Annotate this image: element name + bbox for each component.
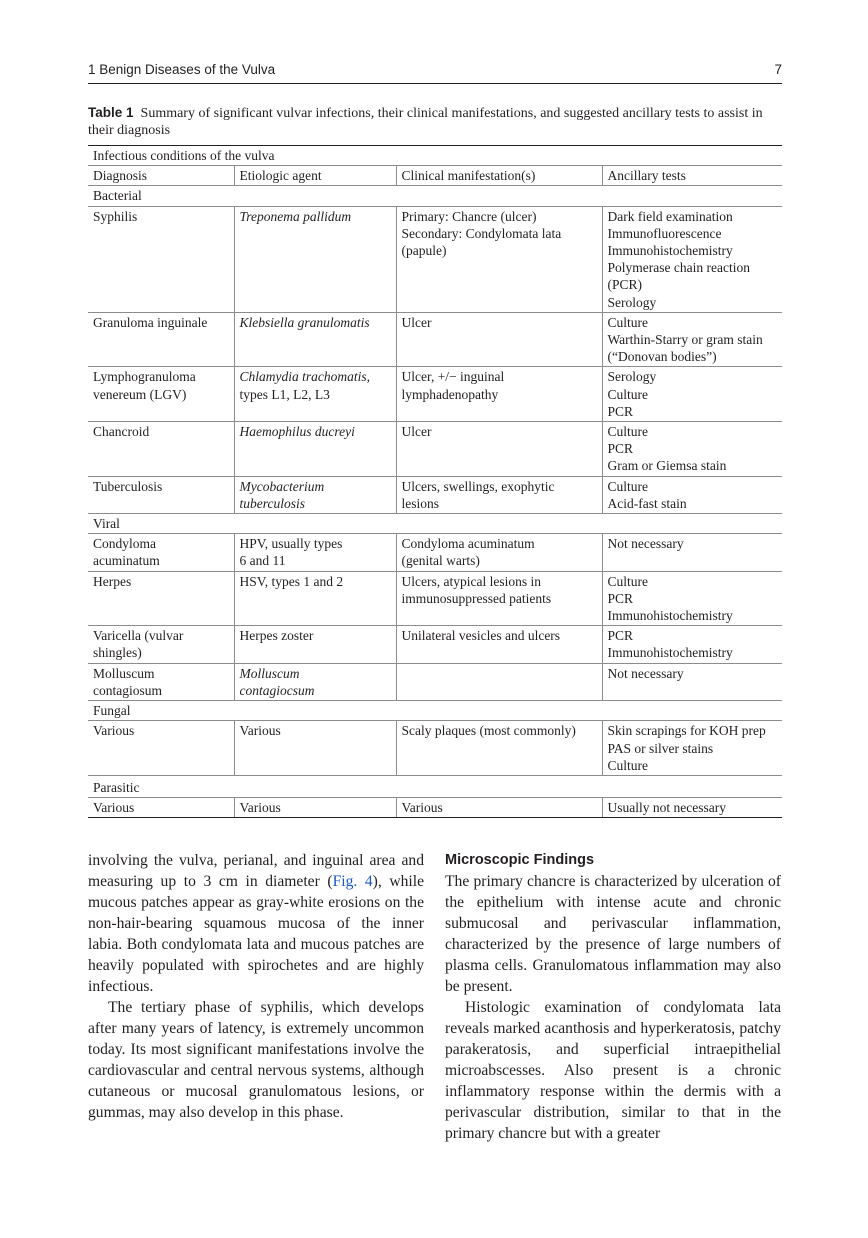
header-rule [88, 83, 782, 84]
agent-line: 6 and 11 [239, 553, 286, 569]
diagnosis-line: Condyloma [93, 536, 156, 552]
table-row-lgv [88, 367, 782, 422]
test-line: Culture [607, 386, 648, 402]
test-line: Serology [607, 294, 657, 310]
cell-tests [602, 534, 782, 571]
cell-diagnosis: Herpes [88, 571, 234, 626]
manifestation-line: lymphadenopathy [401, 386, 499, 402]
agent-line: Mycobacterium [239, 478, 325, 494]
cell-agent [234, 721, 396, 776]
test-line: Culture [607, 478, 648, 494]
manifestation-line: lesions [401, 495, 440, 511]
test-line: Immunofluorescence [607, 225, 722, 241]
test-line: Dark field examination [607, 208, 733, 224]
cell-tests [602, 422, 782, 477]
manifestation-line: Unilateral vesicles and ulcers [401, 628, 561, 644]
manifestation-line: (papule) [401, 243, 447, 259]
left-column [88, 850, 424, 1123]
cell-manifestation [396, 367, 602, 422]
right-column [445, 850, 781, 1144]
cell-manifestation [396, 312, 602, 367]
cell-agent: Klebsiella granulomatis [234, 312, 396, 367]
cell-diagnosis: Tuberculosis [88, 476, 234, 513]
cell-diagnosis: Various [88, 798, 234, 818]
test-line: Polymerase chain reaction [607, 260, 750, 276]
cell-agent [234, 534, 396, 571]
test-line: Warthin-Starry or gram stain [607, 332, 763, 348]
cell-agent [234, 476, 396, 513]
table-row-herpes [88, 571, 782, 626]
manifestation-line: Condyloma acuminatum [401, 536, 535, 552]
cell-tests [602, 367, 782, 422]
cell-tests [602, 312, 782, 367]
cell-tests [602, 206, 782, 312]
cell-diagnosis: Syphilis [88, 206, 234, 312]
cell-diagnosis: Various [88, 721, 234, 776]
table-caption-text: Summary of significant vulvar infections, their clinical manifestations, and suggested ancillary tests to assist in their diagnosis [88, 106, 763, 138]
group-row-bacterial [88, 186, 782, 206]
header-ancillary-tests: Ancillary tests [602, 166, 782, 186]
test-line: PCR [607, 403, 634, 419]
diagnosis-line: shingles) [93, 645, 142, 661]
group-row-fungal [88, 701, 782, 721]
diagnosis-line: acuminatum [93, 553, 160, 569]
cell-diagnosis [88, 626, 234, 663]
agent-line: Herpes zoster [239, 628, 314, 644]
test-line: Not necessary [607, 536, 684, 552]
header-clinical-manifestation: Clinical manifestation(s) [396, 166, 602, 186]
manifestation-line: immunosuppressed patients [401, 590, 552, 606]
agent-line: tuberculosis [239, 495, 305, 511]
manifestation-line: Ulcers, atypical lesions in [401, 573, 541, 589]
cell-agent [234, 571, 396, 626]
test-line: PCR [607, 441, 634, 457]
figure-link[interactable]: Fig. 4 [332, 873, 373, 890]
group-label-parasitic: Parasitic [88, 775, 782, 797]
cell-diagnosis [88, 534, 234, 571]
cell-manifestation [396, 206, 602, 312]
cell-manifestation [396, 663, 602, 700]
table-row-condyloma [88, 534, 782, 571]
diagnosis-line: contagiosum [93, 682, 162, 698]
table-row-fungal-various [88, 721, 782, 776]
test-line: Culture [607, 424, 648, 440]
agent-line: Chlamydia trachomatis, [239, 369, 370, 385]
cell-tests [602, 626, 782, 663]
body-paragraph: The tertiary phase of syphilis, which develops after many years of latency, is extremely uncommon today. Its most significant manifestations involve the cardiovascular and central nervous systems, although cutaneous or mucosal granulomatous lesions, or gummas, may also develop in this phase. [88, 999, 424, 1121]
table-title-cell: Infectious conditions of the vulva [88, 146, 782, 166]
chapter-title: 1 Benign Diseases of the Vulva [88, 62, 276, 77]
table-row-molluscum [88, 663, 782, 700]
table-row-tuberculosis [88, 476, 782, 513]
paragraph-text: involving the vulva, perianal, and inguinal area and measuring up to 3 cm in diameter ( [88, 852, 424, 890]
cell-manifestation [396, 721, 602, 776]
group-row-parasitic [88, 775, 782, 797]
cell-diagnosis [88, 367, 234, 422]
test-line: Culture [607, 573, 648, 589]
table-label: Table 1 [88, 105, 134, 120]
manifestation-line: Ulcer [401, 424, 432, 440]
test-line: Acid-fast stain [607, 495, 687, 511]
test-line: Culture [607, 314, 648, 330]
cell-agent [234, 626, 396, 663]
cell-agent: Treponema pallidum [234, 206, 396, 312]
test-line: Skin scrapings for KOH prep [607, 723, 766, 739]
table-row-varicella [88, 626, 782, 663]
manifestation-line: Ulcer [401, 314, 432, 330]
manifestation-line: Ulcers, swellings, exophytic [401, 478, 555, 494]
cell-manifestation [396, 571, 602, 626]
test-line: PCR [607, 590, 634, 606]
manifestation-line: Scaly plaques (most commonly) [401, 723, 576, 739]
group-label-bacterial: Bacterial [88, 186, 782, 206]
cell-tests [602, 721, 782, 776]
page-number: 7 [774, 62, 782, 77]
table-title-row [88, 146, 782, 166]
section-heading: Microscopic Findings [445, 852, 595, 868]
diagnosis-line: Varicella (vulvar [93, 628, 184, 644]
test-line: Serology [607, 369, 657, 385]
test-line: PCR [607, 628, 634, 644]
table-caption [88, 104, 782, 139]
cell-tests [602, 476, 782, 513]
test-line: Immunohistochemistry [607, 243, 733, 259]
agent-line: types L1, L2, L3 [239, 386, 330, 402]
agent-line: Various [239, 723, 281, 739]
test-line: Usually not necessary [607, 800, 726, 816]
cell-manifestation [396, 534, 602, 571]
test-line: PAS or silver stains [607, 740, 714, 756]
test-line: Immunohistochemistry [607, 645, 733, 661]
table-row-syphilis [88, 206, 782, 312]
cell-diagnosis: Granuloma inguinale [88, 312, 234, 367]
agent-line: HSV, types 1 and 2 [239, 573, 344, 589]
diagnosis-line: venereum (LGV) [93, 386, 187, 402]
test-line: Not necessary [607, 665, 684, 681]
table-row-chancroid [88, 422, 782, 477]
agent-line: Various [239, 800, 281, 816]
cell-tests [602, 663, 782, 700]
infections-table [88, 145, 782, 818]
test-line: Gram or Giemsa stain [607, 458, 727, 474]
manifestation-line: Primary: Chancre (ulcer) [401, 208, 537, 224]
running-head [88, 58, 782, 82]
test-line: Immunohistochemistry [607, 608, 733, 624]
cell-agent: Haemophilus ducreyi [234, 422, 396, 477]
manifestation-line: Various [401, 800, 443, 816]
manifestation-line: Ulcer, +/− inguinal [401, 369, 505, 385]
manifestation-line: (genital warts) [401, 553, 480, 569]
paragraph-text: ), while mucous patches appear as gray-white erosions on the non-hair-bearing squamous mucosa of the inner labia. Both condylomata lata and mucous patches are heavily populated with spirochetes and are highly infectious. [88, 873, 424, 995]
diagnosis-line: Lymphogranuloma [93, 369, 196, 385]
cell-diagnosis: Chancroid [88, 422, 234, 477]
body-paragraph: Histologic examination of condylomata lata reveals marked acanthosis and hyperkeratosis, patchy parakeratosis, and superficial intraepithelial microabscesses. Also present is a chronic inflammatory response within the dermis with a perivascular distribution, similar to that in the primary chancre but with a greater [445, 999, 781, 1142]
agent-line: HPV, usually types [239, 536, 343, 552]
header-diagnosis: Diagnosis [88, 166, 234, 186]
test-line: (PCR) [607, 277, 643, 293]
manifestation-line: Secondary: Condylomata lata [401, 225, 562, 241]
cell-manifestation [396, 798, 602, 818]
body-paragraph: The primary chancre is characterized by ulceration of the epithelium with intense acute and chronic submucosal and perivascular inflammation, characterized by the presence of large numbers of plasma cells. Granulomatous inflammation may also be present. [445, 873, 781, 995]
cell-manifestation [396, 626, 602, 663]
table-row-granuloma-inguinale [88, 312, 782, 367]
test-line: (“Donovan bodies”) [607, 349, 717, 365]
diagnosis-line: Molluscum [93, 665, 155, 681]
group-label-fungal: Fungal [88, 701, 782, 721]
cell-agent [234, 798, 396, 818]
table-header-row [88, 166, 782, 186]
cell-tests [602, 571, 782, 626]
cell-manifestation [396, 422, 602, 477]
table-row-parasitic-various [88, 798, 782, 818]
group-label-viral: Viral [88, 514, 782, 534]
group-row-viral [88, 514, 782, 534]
header-etiologic-agent: Etiologic agent [234, 166, 396, 186]
body-paragraph [88, 850, 424, 997]
cell-manifestation [396, 476, 602, 513]
cell-agent [234, 663, 396, 700]
agent-line: contagiocsum [239, 682, 315, 698]
test-line: Culture [607, 757, 648, 773]
agent-line: Molluscum [239, 665, 300, 681]
cell-diagnosis [88, 663, 234, 700]
cell-agent [234, 367, 396, 422]
cell-tests [602, 798, 782, 818]
